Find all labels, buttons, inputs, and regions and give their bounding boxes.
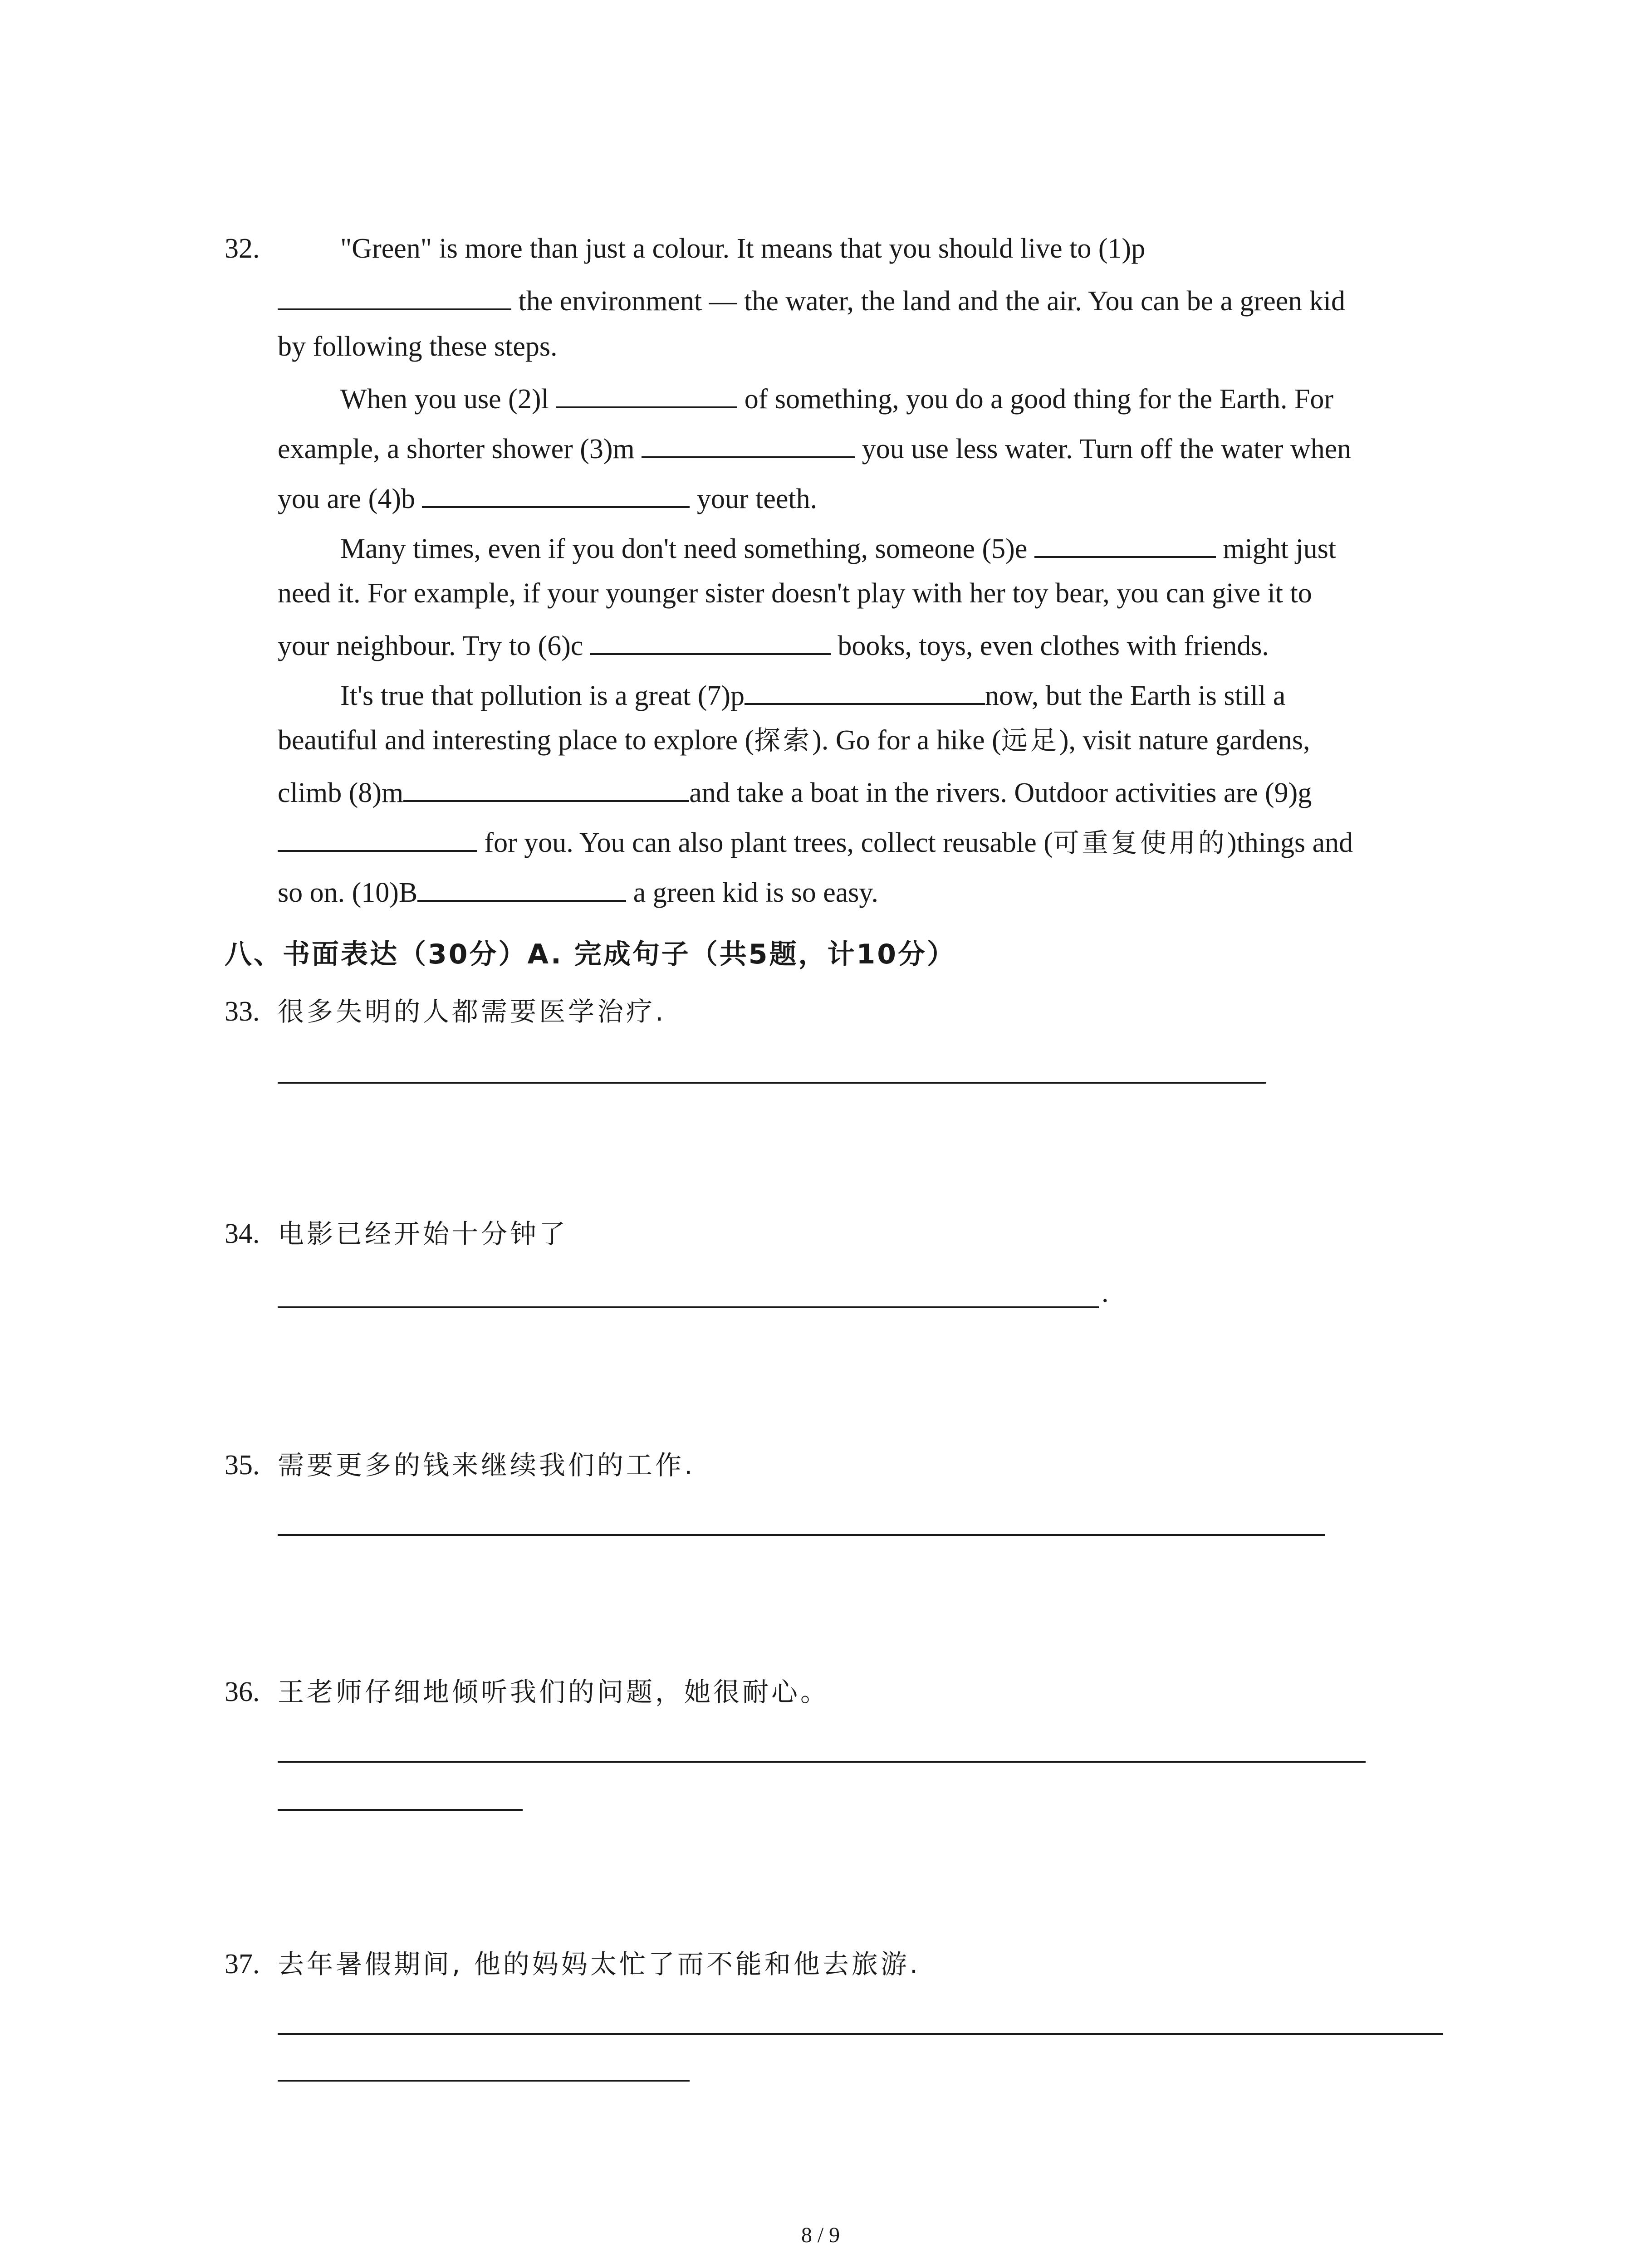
question-prompt: 需要更多的钱来继续我们的工作. (278, 1450, 696, 1481)
passage-line-3 (278, 328, 558, 365)
sentence-period: . (1102, 1277, 1109, 1308)
passage-line-5 (278, 428, 1351, 467)
passage-text: climb (8)m (278, 777, 404, 808)
answer-blank-3[interactable] (642, 428, 855, 458)
passage-text: for you. You can also plant trees, collect reusable ( (484, 827, 1053, 858)
passage-text: by following these steps. (278, 331, 558, 362)
question-prompt: 很多失明的人都需要医学治疗. (278, 996, 666, 1027)
passage-text: your teeth. (696, 484, 818, 514)
answer-blank-6[interactable] (590, 625, 831, 655)
question-number: 37. (225, 1949, 260, 1980)
passage-line-12 (278, 772, 1312, 811)
passage-text: ). Go for a hike ( (812, 725, 1001, 756)
answer-line[interactable] (278, 1534, 1325, 1536)
passage-line-9 (278, 625, 1269, 664)
gloss-text: 探索 (754, 725, 813, 756)
answer-blank-8[interactable] (403, 772, 689, 802)
passage-text: so on. (10)B (278, 877, 418, 908)
passage-line-2 (278, 280, 1345, 319)
passage-text: When you use (2)l (340, 384, 549, 415)
answer-line[interactable] (278, 1809, 523, 1811)
answer-line[interactable] (278, 2080, 690, 2082)
passage-line-8 (278, 575, 1312, 611)
passage-text: need it. For example, if your younger sister doesn't play with her toy bear, you can give it to (278, 578, 1312, 609)
answer-blank-9[interactable] (278, 822, 477, 852)
answer-blank-10[interactable] (417, 872, 626, 902)
question-number: 35. (225, 1450, 260, 1481)
passage-text: of something, you do a good thing for the Earth. For (744, 384, 1334, 415)
passage-text: your neighbour. Try to (6)c (278, 631, 583, 661)
passage-line-1 (340, 230, 1145, 267)
passage-text: you use less water. Turn off the water when (862, 434, 1352, 464)
passage-text: ), visit nature gardens, (1059, 725, 1310, 756)
passage-text: you are (4)b (278, 484, 415, 514)
passage-line-13 (278, 822, 1353, 861)
passage-text: now, but the Earth is still a (985, 680, 1286, 711)
answer-blank-7[interactable] (745, 675, 985, 705)
question-prompt: 王老师仔细地倾听我们的问题，她很耐心。 (278, 1677, 830, 1707)
answer-blank-2[interactable] (556, 378, 737, 408)
passage-text: books, toys, even clothes with friends. (838, 631, 1269, 661)
question-prompt: 去年暑假期间, 他的妈妈太忙了而不能和他去旅游. (278, 1949, 921, 1980)
answer-blank-1[interactable] (278, 280, 511, 310)
page-number: 8 / 9 (801, 2223, 840, 2247)
passage-text: might just (1223, 533, 1337, 564)
passage-text: a green kid is so easy. (633, 877, 878, 908)
answer-line[interactable] (278, 1306, 1099, 1308)
passage-text: beautiful and interesting place to explore ( (278, 725, 754, 756)
passage-text: the environment — the water, the land and the air. You can be a green kid (518, 286, 1346, 317)
question-number: 33. (225, 996, 260, 1027)
passage-line-7 (340, 528, 1336, 567)
passage-text: example, a shorter shower (3)m (278, 434, 635, 464)
passage-text: "Green" is more than just a colour. It means that you should live to (1)p (340, 233, 1146, 264)
answer-line[interactable] (278, 2033, 1443, 2035)
answer-line[interactable] (278, 1761, 1366, 1763)
passage-text: and take a boat in the rivers. Outdoor activities are (9)g (689, 777, 1312, 808)
passage-line-10 (340, 675, 1285, 714)
section-heading: 八、书面表达（30分）A. 完成句子（共5题，计10分） (225, 938, 956, 970)
gloss-text: 可重复使用的 (1053, 827, 1227, 858)
answer-line[interactable] (278, 1082, 1266, 1084)
passage-line-6 (278, 478, 817, 517)
question-number: 34. (225, 1218, 260, 1249)
passage-line-14 (278, 872, 878, 911)
question-prompt: 电影已经开始十分钟了 (278, 1218, 568, 1249)
passage-line-4 (340, 378, 1333, 417)
passage-text: )things and (1227, 827, 1353, 858)
answer-blank-4[interactable] (422, 478, 690, 508)
passage-text: It's true that pollution is a great (7)p (340, 680, 745, 711)
question-number: 32. (225, 233, 260, 264)
gloss-text: 远足 (1001, 725, 1059, 756)
passage-text: Many times, even if you don't need something, someone (5)e (340, 533, 1028, 564)
question-number: 36. (225, 1677, 260, 1707)
answer-blank-5[interactable] (1034, 528, 1216, 558)
passage-line-11 (278, 722, 1310, 758)
